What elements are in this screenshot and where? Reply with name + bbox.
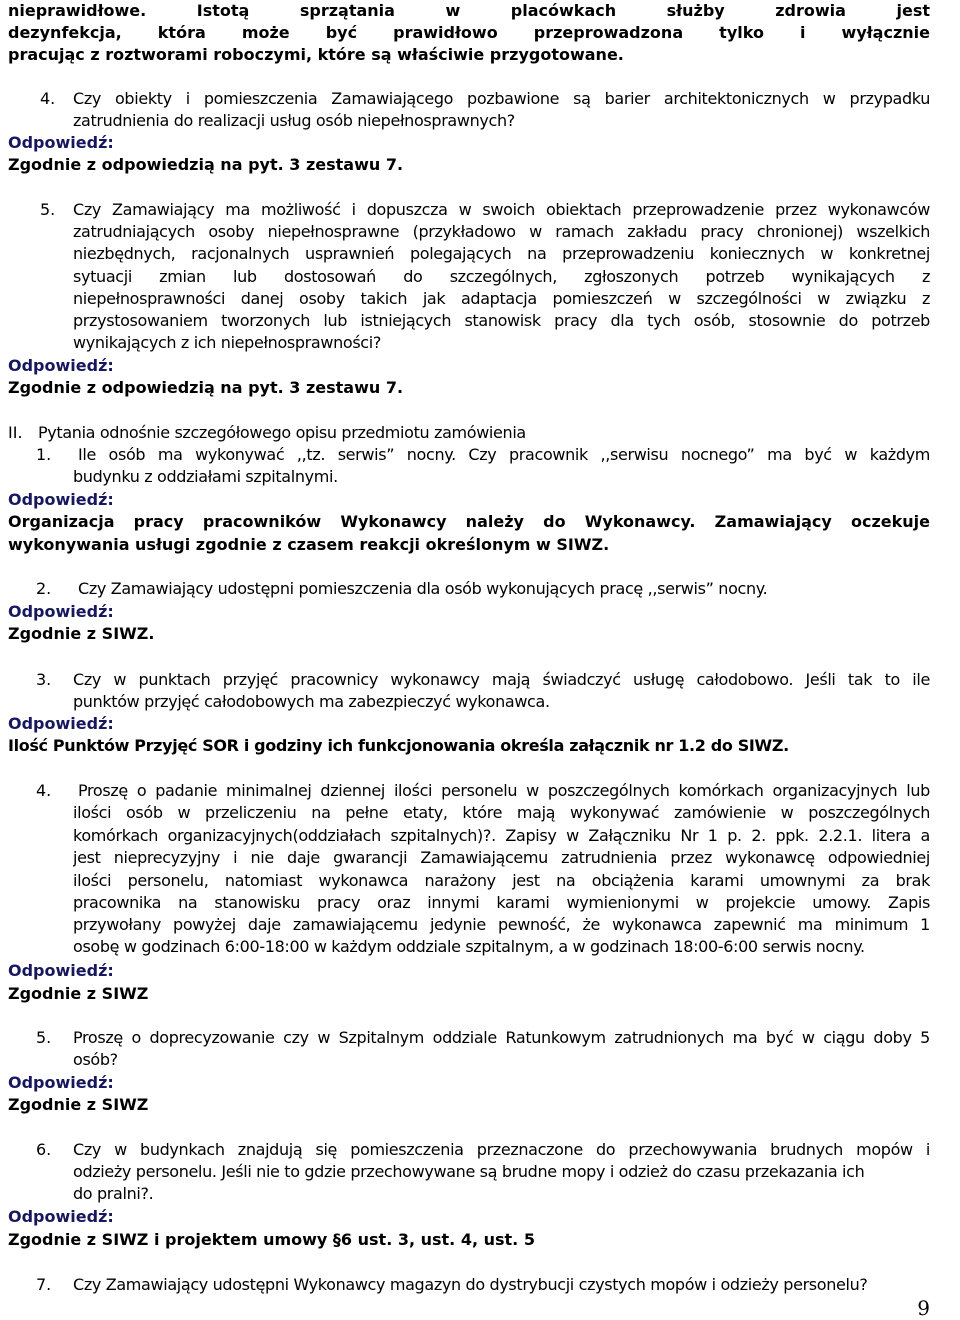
intro-line-2: dezynfekcja, która może być prawidłowo przeprowadzona tylko i wyłącznie	[8, 23, 930, 42]
s6-line-2: odzieży personelu. Jeśli nie to gdzie przechowywane są brudne mopy i odzież do czasu przekazania ich	[73, 1162, 865, 1181]
q5-line-2: zatrudniających osoby niepełnosprawne (przykładowo w ramach zakładu pracy chronionej) wszelkich	[73, 222, 930, 241]
s3-line-2: punktów przyjęć całodobowych ma zabezpieczyć wykonawca.	[73, 692, 550, 711]
s1-number: 1.	[36, 445, 52, 464]
q4-answer: Zgodnie z odpowiedzią na pyt. 3 zestawu 7.	[8, 155, 404, 174]
page-number: 9	[917, 1296, 930, 1320]
s6-number: 6.	[36, 1140, 52, 1159]
section2-roman: II.	[8, 423, 23, 442]
s5-answer-label: Odpowiedź:	[8, 1073, 114, 1092]
q5-line-7: wynikających z ich niepełnosprawności?	[73, 333, 381, 352]
s1-answer-line-1: Organizacja pracy pracowników Wykonawcy należy do Wykonawcy. Zamawiający oczekuje	[8, 512, 930, 531]
s4-line-7: przywołany powyżej daje zamawiającemu jedynie pewność, że wykonawca zapewnić ma minimum 1	[73, 915, 930, 934]
s5-line-2: osób?	[73, 1050, 118, 1069]
intro-line-1: nieprawidłowe. Istotą sprzątania w placówkach służby zdrowia jest	[8, 1, 930, 20]
s1-line-2: budynku z oddziałami szpitalnymi.	[73, 467, 338, 486]
q4-number: 4.	[40, 89, 56, 108]
s5-line-1: Proszę o doprecyzowanie czy w Szpitalnym oddziale Ratunkowym zatrudnionych ma być w ciągu doby 5	[73, 1028, 930, 1047]
q5-line-4: sytuacji zmian lub dostosowań do szczególnych, zgłoszonych potrzeb wynikających z	[73, 267, 930, 286]
s3-number: 3.	[36, 670, 52, 689]
s7-number: 7.	[36, 1275, 52, 1294]
s5-number: 5.	[36, 1028, 52, 1047]
s2-answer-label: Odpowiedź:	[8, 602, 114, 621]
s4-line-1: Proszę o padanie minimalnej dziennej ilości personelu w poszczególnych komórkach organizacyjnych lub	[78, 781, 930, 800]
s3-line-1: Czy w punktach przyjęć pracownicy wykonawcy mają świadczyć usługę całodobowo. Jeśli tak to ile	[73, 670, 930, 689]
s4-number: 4.	[36, 781, 52, 800]
s1-line-1: Ile osób ma wykonywać ,,tz. serwis” nocny. Czy pracownik ,,serwisu nocnego” ma być w każdym	[78, 445, 930, 464]
q4-answer-label: Odpowiedź:	[8, 133, 114, 152]
s4-line-5: ilości personelu, natomiast wykonawca narażony jest na obciążenia karami umownymi za brak	[73, 871, 930, 890]
s4-line-8: osobę w godzinach 6:00-18:00 w każdym oddziale szpitalnym, a w godzinach 18:00-6:00 serwis nocny.	[73, 937, 865, 956]
s5-answer: Zgodnie z SIWZ	[8, 1095, 149, 1114]
q5-line-1: Czy Zamawiający ma możliwość i dopuszcza w swoich obiektach przeprowadzenie przez wykonawców	[73, 200, 930, 219]
s1-answer-label: Odpowiedź:	[8, 490, 114, 509]
q5-line-3: niezbędnych, racjonalnych usprawnień polegających na przeprowadzeniu koniecznych w konkretnej	[73, 244, 930, 263]
s7-line-1: Czy Zamawiający udostępni Wykonawcy magazyn do dystrybucji czystych mopów i odzieży personelu?	[73, 1275, 868, 1294]
s2-number: 2.	[36, 579, 52, 598]
q4-line-1: Czy obiekty i pomieszczenia Zamawiającego pozbawione są barier architektonicznych w przypadku	[73, 89, 930, 108]
s4-line-6: pracownika na stanowisku pracy oraz innymi karami wymienionymi w projekcie umowy. Zapis	[73, 893, 930, 912]
s6-line-1: Czy w budynkach znajdują się pomieszczenia przeznaczone do przechowywania brudnych mopów i	[73, 1140, 930, 1159]
q5-answer: Zgodnie z odpowiedzią na pyt. 3 zestawu 7.	[8, 378, 404, 397]
s2-answer: Zgodnie z SIWZ.	[8, 624, 155, 643]
s1-answer-line-2: wykonywania usługi zgodnie z czasem reakcji określonym w SIWZ.	[8, 535, 610, 554]
s4-line-2: ilości osób w przeliczeniu na pełne etaty, które mają wykonywać zamówienie w poszczególnych	[73, 803, 930, 822]
s2-line-1: Czy Zamawiający udostępni pomieszczenia dla osób wykonujących pracę ,,serwis” nocny.	[78, 579, 768, 598]
s4-answer-label: Odpowiedź:	[8, 961, 114, 980]
s6-answer: Zgodnie z SIWZ i projektem umowy §6 ust. 3, ust. 4, ust. 5	[8, 1230, 535, 1249]
q5-line-6: przystosowaniem tworzonych lub istniejących stanowisk pracy dla tych osób, stosownie do potrzeb	[73, 311, 930, 330]
q4-line-2: zatrudnienia do realizacji usług osób niepełnosprawnych?	[73, 111, 515, 130]
q5-answer-label: Odpowiedź:	[8, 356, 114, 375]
s6-answer-label: Odpowiedź:	[8, 1207, 114, 1226]
s3-answer-label: Odpowiedź:	[8, 714, 114, 733]
s4-line-4: jest nieprecyzyjny i nie daje gwarancji Zamawiającemu zatrudnienia przez wykonawcę odpowiedniej	[73, 848, 930, 867]
s4-answer: Zgodnie z SIWZ	[8, 984, 149, 1003]
s3-answer: Ilość Punktów Przyjęć SOR i godziny ich funkcjonowania określa załącznik nr 1.2 do SIWZ.	[8, 736, 789, 755]
s6-line-3: do pralni?.	[73, 1184, 154, 1203]
q5-line-5: niepełnosprawności danej osoby takich jak adaptacja pomieszczeń w szczególności w związku z	[73, 289, 930, 308]
intro-line-3: pracując z roztworami roboczymi, które są właściwie przygotowane.	[8, 45, 624, 64]
s4-line-3: komórkach organizacyjnych(oddziałach szpitalnych)?. Zapisy w Załączniku Nr 1 p. 2. ppk. 2.2.1. litera a	[73, 826, 930, 845]
q5-number: 5.	[40, 200, 56, 219]
section2-title: Pytania odnośnie szczegółowego opisu przedmiotu zamówienia	[38, 423, 526, 442]
